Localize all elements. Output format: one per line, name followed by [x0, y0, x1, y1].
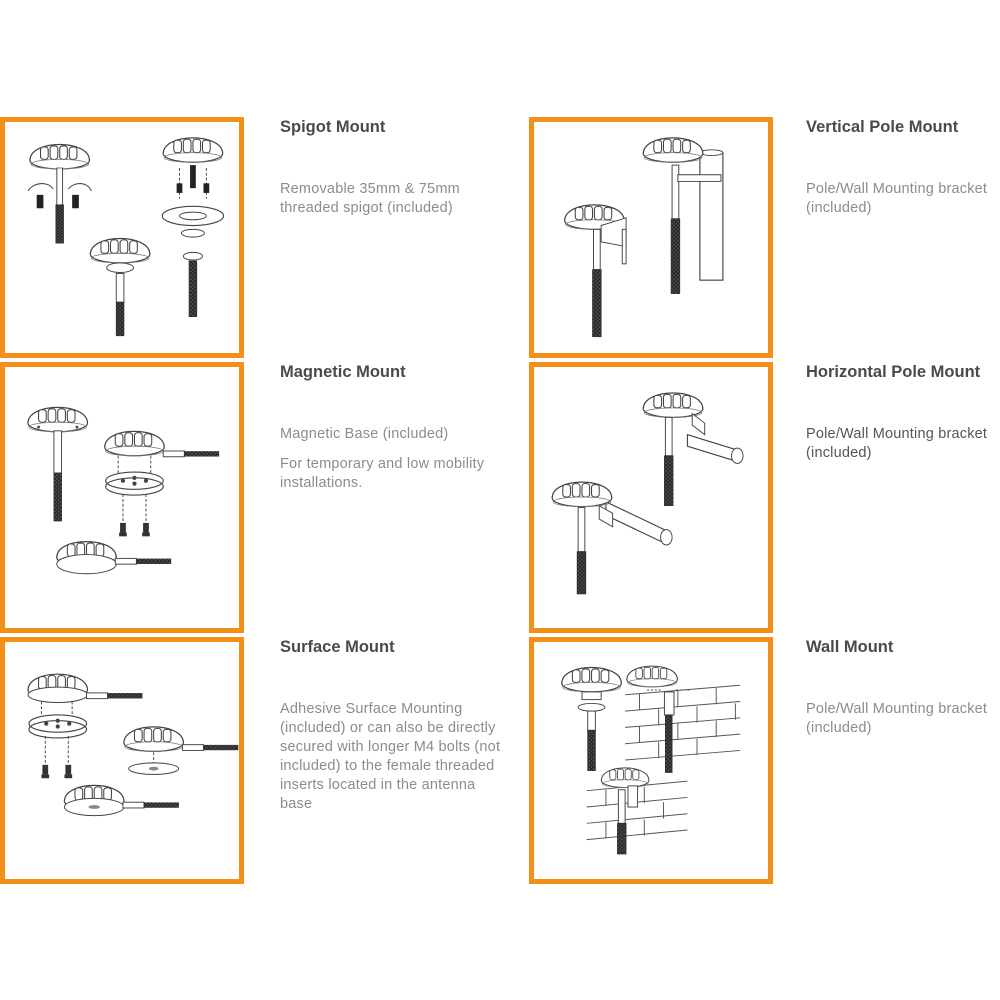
description-line: Magnetic Base (included) — [280, 426, 449, 442]
wall-mount-drawing — [534, 642, 768, 879]
mount-title: Surface Mount — [280, 638, 395, 656]
description-line: Pole/Wall Mounting bracket (included) — [806, 181, 988, 216]
horizontal-pole-mount-drawing — [534, 367, 768, 628]
mount-description — [806, 180, 1000, 229]
mount-title: Vertical Pole Mount — [806, 118, 959, 136]
mount-description — [806, 700, 1000, 749]
mount-title: Wall Mount — [806, 638, 894, 656]
description-line: For temporary and low mobility installations. — [280, 456, 485, 491]
spigot-mount-drawing — [5, 122, 239, 353]
mount-description — [280, 425, 510, 504]
mount-description — [806, 425, 1000, 474]
description-line: Pole/Wall Mounting bracket (included) — [806, 701, 988, 736]
mount-description — [280, 180, 485, 229]
mount-title: Magnetic Mount — [280, 363, 406, 381]
description-line: Pole/Wall Mounting bracket (included) — [806, 426, 988, 461]
magnetic-mount-drawing — [5, 367, 239, 628]
spigot-mount-illustration — [0, 117, 244, 358]
horizontal-pole-mount-illustration — [529, 362, 773, 633]
surface-mount-drawing — [5, 642, 239, 879]
description-line: Removable 35mm & 75mm threaded spigot (included) — [280, 181, 460, 216]
vertical-pole-mount-drawing — [534, 122, 768, 353]
wall-mount-illustration — [529, 637, 773, 884]
description-line: Adhesive Surface Mounting (included) or can also be directly secured with longer M4 bolts (not included) to the female threaded inserts located in the antenna base — [280, 701, 501, 812]
mount-description — [280, 700, 510, 825]
magnetic-mount-illustration — [0, 362, 244, 633]
mount-title: Spigot Mount — [280, 118, 386, 136]
vertical-pole-mount-illustration — [529, 117, 773, 358]
mount-title: Horizontal Pole Mount — [806, 363, 981, 381]
surface-mount-illustration — [0, 637, 244, 884]
